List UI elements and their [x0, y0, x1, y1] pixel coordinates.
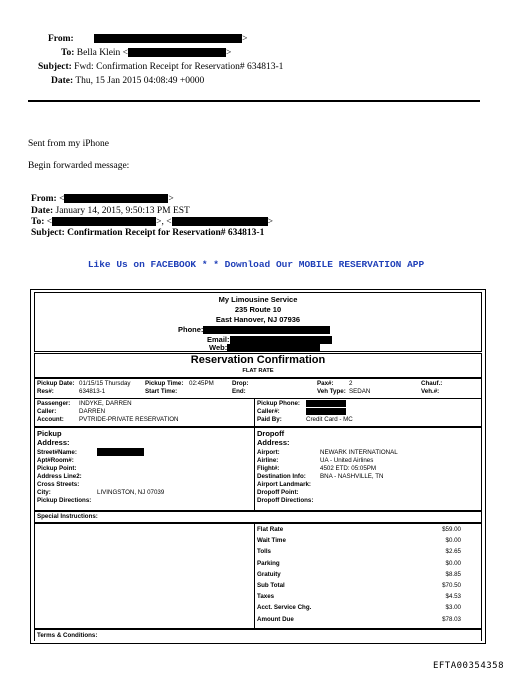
charge-label: Gratuity	[257, 570, 281, 578]
redacted-block	[227, 344, 320, 352]
email-label: Email:	[207, 335, 230, 344]
document-id: EFTA00354358	[432, 661, 504, 671]
company-phone-row	[178, 325, 330, 334]
charge-amount: $2.65	[445, 548, 461, 556]
fw-subject-value: Confirmation Receipt for Reservation# 634813-1	[67, 228, 265, 238]
pickup-address-heading: Address:	[37, 438, 70, 447]
fw-to-row: To: < >, < >	[31, 217, 273, 227]
passenger-value: INDYKE, DARREN	[79, 400, 132, 407]
veh-label: Veh.#:	[421, 388, 440, 395]
company-name: My Limousine Service	[218, 295, 298, 304]
charges-block	[34, 523, 482, 629]
date-value: Thu, 15 Jan 2015 04:08:49 +0000	[75, 76, 205, 86]
pickup-phone-label: Pickup Phone:	[257, 400, 300, 407]
redacted-block	[64, 194, 168, 203]
airport-label: Airport:	[257, 449, 280, 456]
charge-amount: $3.00	[445, 604, 461, 612]
reservation-title: Reservation Confirmation	[190, 354, 326, 366]
dropoff-directions-label: Dropoff Directions:	[257, 497, 314, 504]
destination-value: BNA - NASHVILLE, TN	[320, 473, 384, 480]
paid-by-value: Credit Card - MC	[306, 416, 353, 423]
to-value: Bella Klein <	[76, 48, 129, 58]
title-block	[34, 353, 482, 378]
res-label: Res#:	[37, 388, 54, 395]
company-web-row	[209, 343, 320, 352]
divider	[254, 428, 255, 510]
special-instructions-label: Special Instructions:	[37, 513, 98, 520]
caller-num-label: Caller#:	[257, 408, 280, 415]
apt-label: Apt#Room#:	[37, 457, 74, 464]
fw-to-label: To:	[31, 217, 45, 227]
airport-value: NEWARK INTERNATIONAL	[320, 449, 398, 456]
charge-label: Tolls	[257, 548, 271, 556]
airline-value: UA - United Airlines	[320, 457, 374, 464]
charge-amount: $78.03	[442, 615, 461, 623]
charge-amount: $70.50	[442, 582, 461, 589]
dropoff-address-heading: Address:	[257, 438, 290, 447]
header-divider	[28, 100, 480, 102]
fw-subject-label: Subject:	[31, 228, 65, 238]
to-label: To:	[61, 48, 75, 58]
address-block	[34, 427, 482, 511]
web-label: Web:	[209, 343, 228, 352]
start-time-label: Start Time:	[145, 388, 178, 395]
charge-label: Taxes	[257, 593, 275, 601]
rate-type: FLAT RATE	[242, 368, 274, 374]
terms-label: Terms & Conditions:	[37, 632, 98, 639]
redacted-block	[52, 217, 156, 226]
subject-row	[38, 61, 283, 74]
fw-subject-row	[31, 227, 264, 239]
charge-amount: $0.00	[445, 559, 461, 567]
divider	[254, 399, 255, 426]
fw-from-value: <	[59, 194, 65, 204]
sent-from-text: Sent from my iPhone	[28, 139, 110, 149]
charge-label: Acct. Service Chg.	[257, 604, 312, 612]
company-address1: 235 Route 10	[234, 305, 282, 314]
flight-label: Flight#:	[257, 465, 280, 472]
redacted-block	[203, 326, 330, 334]
caller-label: Caller:	[37, 408, 57, 415]
divider	[254, 524, 255, 628]
street-label: Street#Name:	[37, 449, 77, 456]
destination-label: Destination Info:	[257, 473, 306, 480]
charge-amount: $0.00	[445, 537, 461, 545]
redacted-block	[128, 48, 226, 57]
trip-info-block	[34, 378, 482, 399]
fw-to-value: <	[46, 217, 53, 227]
pickup-directions-label: Pickup Directions:	[37, 497, 92, 504]
city-value: LIVINGSTON, NJ 07039	[97, 489, 165, 496]
from-label: From:	[48, 34, 74, 44]
redacted-block	[172, 217, 268, 226]
end-label: End:	[232, 388, 246, 395]
reservation-form	[30, 289, 486, 644]
account-label: Account:	[37, 416, 64, 423]
account-value: PVTRIDE-PRIVATE RESERVATION	[79, 416, 179, 423]
phone-label: Phone:	[178, 325, 204, 334]
charge-label: Parking	[257, 559, 280, 567]
company-address2: East Hanover, NJ 07936	[215, 315, 301, 324]
passenger-block	[34, 398, 482, 427]
fw-from-label: From:	[31, 194, 57, 204]
address-line2-label: Address Line2:	[37, 473, 82, 480]
redacted-block	[94, 34, 242, 43]
airline-label: Airline:	[257, 457, 279, 464]
charge-label: Sub Total	[257, 582, 285, 589]
to-row: To: Bella Klein < >	[61, 48, 232, 58]
charge-amount: $59.00	[442, 526, 461, 533]
charge-amount: $8.85	[445, 570, 461, 578]
charge-label: Wait Time	[257, 537, 286, 545]
terms-block	[34, 629, 482, 641]
redacted-block	[306, 400, 346, 407]
begin-forwarded-text: Begin forwarded message:	[28, 161, 130, 171]
dropoff-point-label: Dropoff Point:	[257, 489, 299, 496]
pickup-date-label: Pickup Date:	[37, 380, 75, 387]
chauf-label: Chauf.:	[421, 380, 443, 387]
city-label: City:	[37, 489, 51, 496]
paid-by-label: Paid By:	[257, 416, 282, 423]
dropoff-heading: Dropoff	[257, 429, 285, 438]
date-label: Date:	[51, 76, 74, 86]
special-instructions-block	[34, 511, 482, 523]
fw-date-label: Date:	[31, 206, 54, 216]
landmark-label: Airport Landmark:	[257, 481, 311, 488]
redacted-block	[97, 448, 144, 456]
fw-date-value: January 14, 2015, 9:50:13 PM EST	[55, 206, 190, 216]
pickup-heading: Pickup	[37, 429, 62, 438]
charge-label: Amount Due	[257, 615, 294, 623]
pickup-time-value: 02:45PM	[189, 380, 214, 387]
pax-value: 2	[349, 380, 353, 387]
pax-label: Pax#:	[317, 380, 334, 387]
social-promo-line[interactable]: Like Us on FACEBOOK * * Download Our MOBILE RESERVATION APP	[87, 259, 425, 270]
pickup-time-label: Pickup Time:	[145, 380, 184, 387]
redacted-block	[306, 408, 346, 415]
charge-label: Flat Rate	[257, 526, 284, 533]
cross-streets-label: Cross Streets:	[37, 481, 80, 488]
subject-value: Fwd: Confirmation Receipt for Reservation# 634813-1	[74, 62, 284, 72]
drop-label: Drop:	[232, 380, 249, 387]
date-row	[51, 75, 204, 88]
charge-amount: $4.53	[445, 593, 461, 601]
fw-from-row: From: < >	[31, 194, 174, 204]
subject-label: Subject:	[38, 62, 72, 72]
from-row: From: >	[48, 34, 248, 44]
res-value: 634813-1	[79, 388, 106, 395]
caller-value: DARREN	[79, 408, 106, 415]
pickup-date-value: 01/15/15 Thursday	[79, 380, 131, 387]
pickup-point-label: Pickup Point:	[37, 465, 77, 472]
veh-type-label: Veh Type:	[317, 388, 346, 395]
passenger-label: Passenger:	[37, 400, 71, 407]
flight-value: 4502 ETD: 05:05PM	[320, 465, 377, 472]
veh-type-value: SEDAN	[349, 388, 371, 395]
